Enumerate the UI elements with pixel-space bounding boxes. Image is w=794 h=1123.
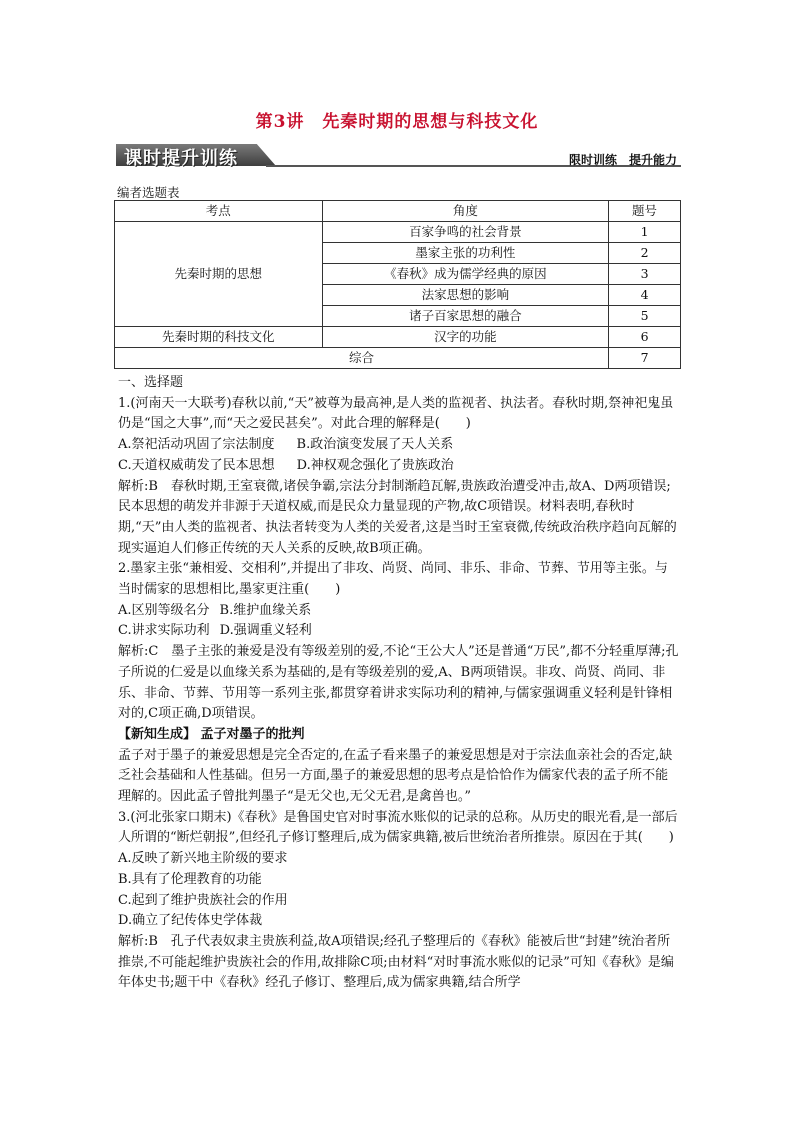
table-row	[115, 222, 681, 243]
question-stem: 2.墨家主张“兼相爱、交相利”,并提出了非攻、尚贤、尚同、非乐、非命、节葬、节用等主张。与当时儒家的思想相比,墨家更注重( )	[118, 561, 668, 598]
banner-subtitle: 限时训练 提升能力	[568, 153, 677, 167]
knowledge-heading: 【新知生成】 孟子对墨子的批判	[118, 726, 305, 742]
question-stem: 1.(河南天一大联考)春秋以前,“天”被尊为最高神,是人类的监视者、执法者。春秋时期,祭神祀鬼虽仍是“国之大事”,而“天之爱民甚矣”。对此合理的解释是( )	[118, 395, 674, 432]
option-c: C.天道权威萌发了民本思想	[118, 457, 275, 473]
banner-title: 课时提升训练	[124, 148, 238, 169]
table-row	[115, 348, 681, 369]
angle-cell: 墨家主张的功利性	[322, 243, 608, 264]
analysis: 解析:C 墨子主张的兼爱是没有等级差别的爱,不论“王公大人”还是普通“万民”,都不分轻重厚薄;孔子所说的仁爱是以血缘关系为基础的,是有等级差别的爱,A、B两项错误。非攻、尚贤、尚同、非乐、非命、节葬、节用等一系列主张,都贯穿着讲求实际功利的精神,与儒家强调重义轻利是针锋相对的,C项正确,D项错误。	[118, 644, 679, 722]
angle-cell: 诸子百家思想的融合	[322, 306, 608, 327]
angle-cell: 百家争鸣的社会背景	[322, 222, 608, 243]
section-banner	[116, 142, 681, 170]
number-cell: 3	[609, 264, 681, 285]
section-heading: 一、选择题	[118, 375, 184, 390]
table-header-row	[115, 201, 681, 222]
analysis: 解析:B 春秋时期,王室衰微,诸侯争霸,宗法分封制渐趋瓦解,贵族政治遭受冲击,故A、D两项错误;民本思想的萌发并非源于天道权威,而是民众力量显现的产物,故C项错误。材料表明,春秋时期,“天”由人类的监视者、执法者转变为人类的关爱者,这是当时王室衰微,传统政治秩序趋向瓦解的现实逼迫人们修正传统的天人关系的反映,故B项正确。	[118, 478, 677, 556]
option-b: B.政治演变发展了天人关系	[296, 437, 454, 453]
option-d: D.强调重义轻利	[219, 623, 312, 639]
angle-cell: 汉字的功能	[322, 327, 608, 348]
header-cell: 考点	[115, 201, 323, 222]
number-cell: 7	[609, 348, 681, 369]
option-a: A.反映了新兴地主阶级的要求	[118, 851, 288, 867]
option-c: C.讲求实际功利	[118, 623, 210, 639]
option-row	[118, 621, 680, 642]
analysis: 解析:B 孔子代表奴隶主贵族利益,故A项错误;经孔子整理后的《春秋》能被后世“封建”统治者所推崇,不可能起维护贵族社会的作用,故排除C项;由材料“对时事流水账似的记录”可知《春秋》是编年体史书;题干中《春秋》经孔子修订、整理后,成为儒家典籍,结合所学	[118, 933, 674, 991]
option-d: D.神权观念强化了贵族政治	[296, 457, 454, 473]
number-cell: 2	[609, 243, 681, 264]
option-b: B.具有了伦理教育的功能	[118, 871, 262, 887]
option-d: D.确立了纪传体史学体裁	[118, 913, 263, 929]
table-row	[115, 327, 681, 348]
header-cell: 题号	[609, 201, 681, 222]
summary-cell: 综合	[115, 348, 609, 369]
number-cell: 5	[609, 306, 681, 327]
option-a: A.区别等级名分	[118, 602, 210, 618]
question-body	[118, 373, 680, 994]
knowledge-text: 孟子对于墨子的兼爱思想是完全否定的,在孟子看来墨子的兼爱思想是对于宗法血亲社会的否定,缺乏社会基础和人性基础。但另一方面,墨子的兼爱思想的思考点是恰恰作为儒家代表的孟子所不能理解的。因此孟子曾批判墨子“是无父也,无父无君,是禽兽也。”	[118, 747, 673, 805]
number-cell: 1	[609, 222, 681, 243]
page-title: 第3讲 先秦时期的思想与科技文化	[255, 112, 539, 132]
option-row	[118, 601, 680, 622]
option-row	[118, 456, 680, 477]
number-cell: 6	[609, 327, 681, 348]
topic-cell: 先秦时期的科技文化	[115, 327, 323, 348]
option-row	[118, 435, 680, 456]
option-c: C.起到了维护贵族社会的作用	[118, 892, 288, 908]
topic-table	[114, 200, 681, 369]
option-b: B.维护血缘关系	[219, 602, 312, 618]
header-cell: 角度	[322, 201, 608, 222]
option-a: A.祭祀活动巩固了宗法制度	[118, 437, 275, 453]
angle-cell: 《春秋》成为儒学经典的原因	[322, 264, 608, 285]
number-cell: 4	[609, 285, 681, 306]
table-caption: 编者选题表	[117, 185, 180, 200]
topic-cell: 先秦时期的思想	[115, 222, 323, 327]
question-stem: 3.(河北张家口期末)《春秋》是鲁国史官对时事流水账似的记录的总称。从历史的眼光看,是一部后人所谓的“断烂朝报”,但经孔子修订整理后,成为儒家典籍,被后世统治者所推崇。原因在于其( )	[118, 809, 678, 846]
angle-cell: 法家思想的影响	[322, 285, 608, 306]
